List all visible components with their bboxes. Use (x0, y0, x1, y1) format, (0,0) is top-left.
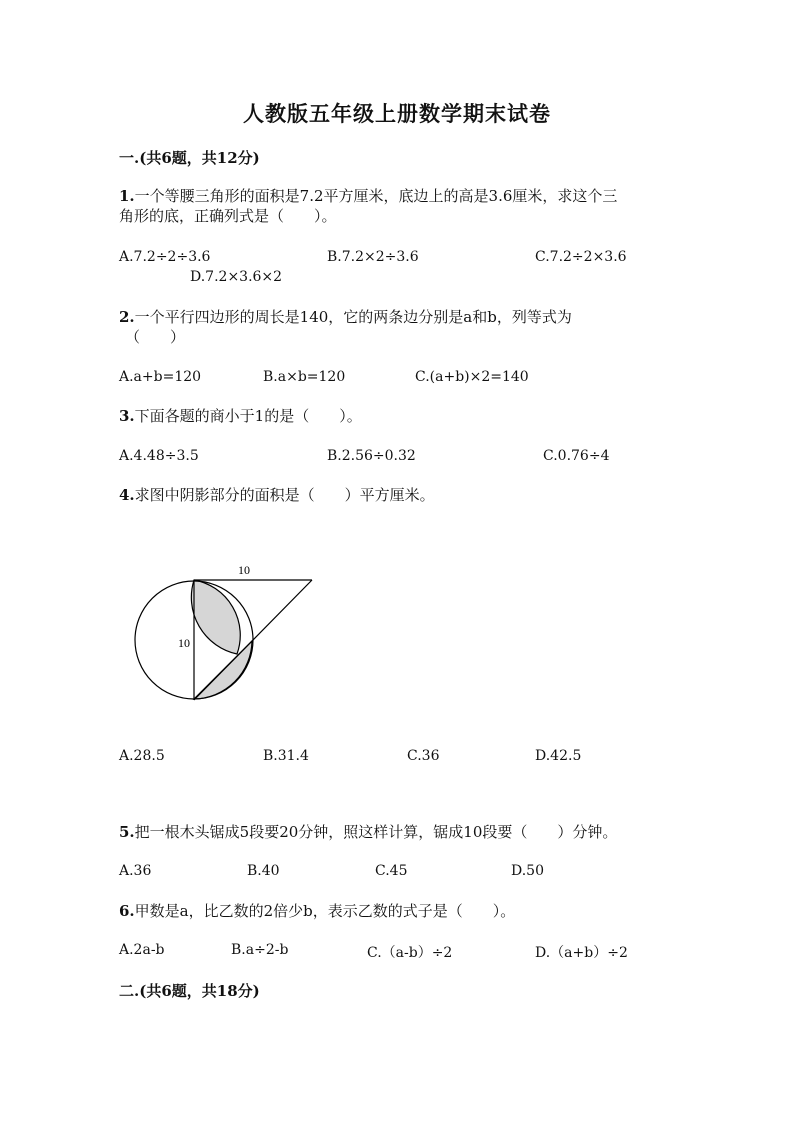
question-5-line-1 (119, 822, 617, 842)
q6-option-b: B.a÷2-b (231, 942, 289, 958)
question-1-line-2: 角形的底，正确列式是（ ）。 (119, 207, 337, 225)
question-number: 2. (119, 308, 135, 326)
q1-option-d: D.7.2×3.6×2 (190, 269, 283, 285)
q3-option-b: B.2.56÷0.32 (327, 448, 416, 464)
q6-option-c: C.（a-b）÷2 (367, 945, 453, 961)
q5-option-a: A.36 (119, 863, 152, 879)
section-heading-2: 二.(共6题，共18分) (119, 982, 260, 1000)
q5-option-c: C.45 (375, 863, 408, 879)
q4-option-a: A.28.5 (119, 748, 165, 764)
q6-option-a: A.2a-b (119, 942, 165, 958)
question-text: 下面各题的商小于1的是（ ）。 (134, 407, 362, 425)
question-2-line-1 (119, 307, 572, 327)
question-1-line-1 (119, 186, 617, 206)
question-number: 6. (119, 902, 135, 920)
q1-option-b: B.7.2×2÷3.6 (327, 249, 419, 265)
question-number: 3. (119, 407, 135, 425)
question-3-line-1 (119, 406, 362, 426)
q5-option-d: D.50 (511, 863, 544, 879)
q1-option-a: A.7.2÷2÷3.6 (119, 249, 211, 265)
q5-option-b: B.40 (247, 863, 280, 879)
q2-option-b: B.a×b=120 (263, 369, 346, 385)
page-title: 人教版五年级上册数学期末试卷 (243, 101, 551, 126)
question-6-line-1 (119, 901, 515, 921)
label-left: 10 (178, 636, 190, 650)
question-number: 4. (119, 486, 135, 504)
q4-option-b: B.31.4 (263, 748, 309, 764)
question-2-line-2: （ ） (125, 328, 186, 346)
question-text: 一个等腰三角形的面积是7.2平方厘米，底边上的高是3.6厘米，求这个三 (134, 187, 618, 205)
question-text: 甲数是a，比乙数的2倍少b，表示乙数的式子是（ ）。 (134, 902, 516, 920)
section-heading-1: 一.(共6题，共12分) (119, 149, 260, 167)
q4-option-d: D.42.5 (535, 748, 582, 764)
q3-option-a: A.4.48÷3.5 (119, 448, 199, 464)
question-4-line-1 (119, 485, 435, 505)
question-number: 5. (119, 823, 135, 841)
question-text: 一个平行四边形的周长是140，它的两条边分别是a和b，列等式为 (134, 308, 572, 326)
q2-option-c: C.(a+b)×2=140 (415, 369, 529, 385)
q3-option-c: C.0.76÷4 (543, 448, 610, 464)
question-text: 求图中阴影部分的面积是（ ）平方厘米。 (134, 486, 435, 504)
circle-triangle-figure (120, 555, 320, 715)
question-number: 1. (119, 187, 135, 205)
shaded-region-upper (191, 580, 240, 654)
q4-option-c: C.36 (407, 748, 440, 764)
q6-option-d: D.（a+b）÷2 (535, 945, 628, 961)
question-text: 把一根木头锯成5段要20分钟，照这样计算，锯成10段要（ ）分钟。 (134, 823, 618, 841)
q2-option-a: A.a+b=120 (119, 369, 202, 385)
q1-option-c: C.7.2÷2×3.6 (535, 249, 627, 265)
label-top: 10 (238, 563, 250, 577)
